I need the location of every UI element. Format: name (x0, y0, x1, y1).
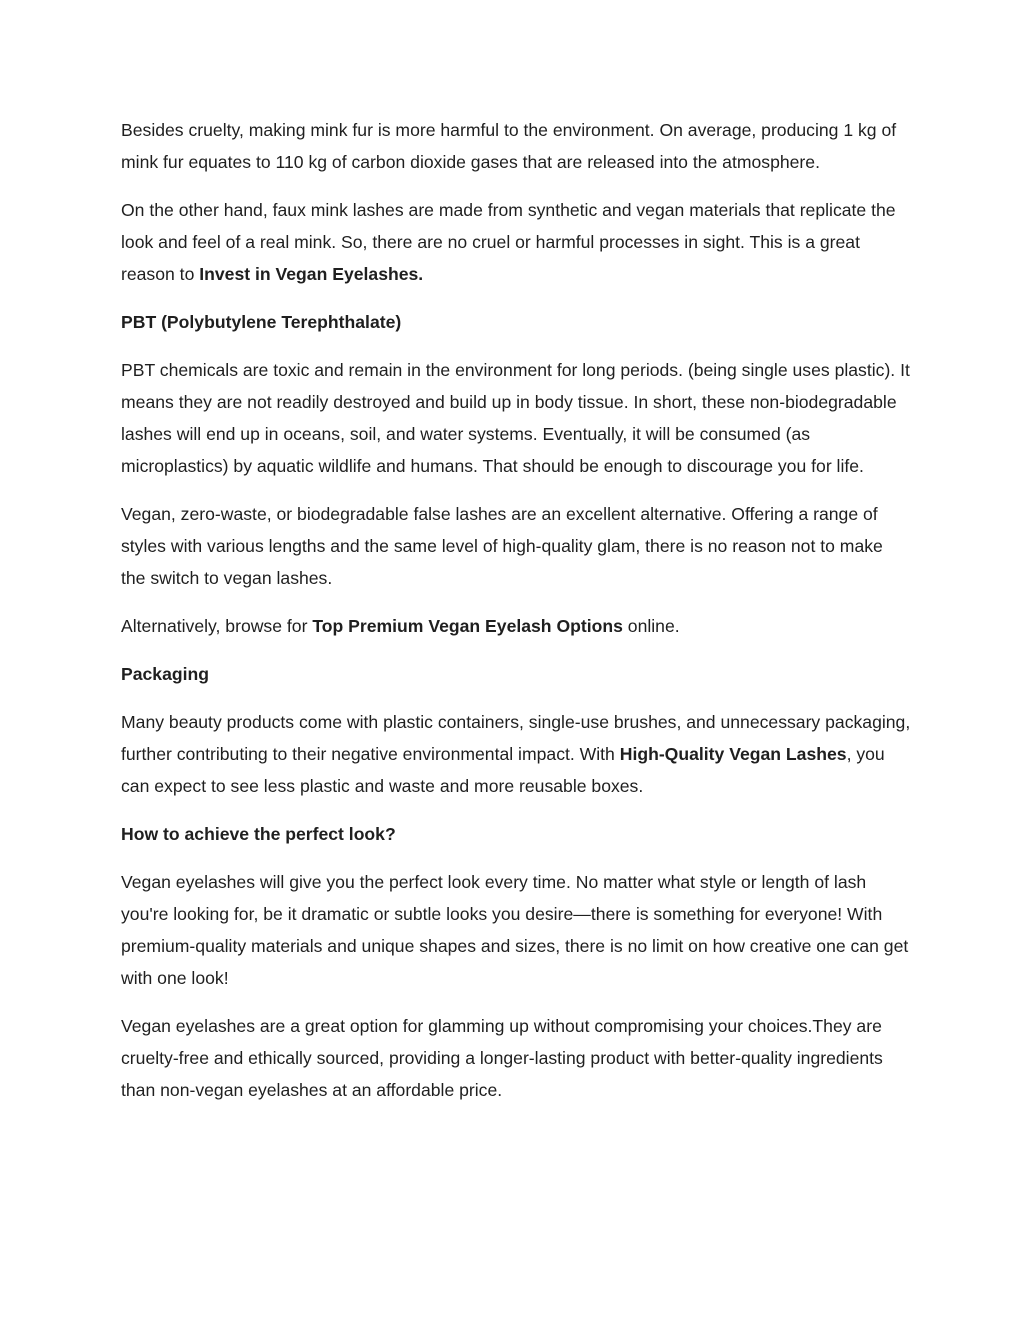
paragraph-faux-mink-text: On the other hand, faux mink lashes are made from synthetic and vegan materials that replicate the look and feel of a real mink. So, there are no cruel or harmful processes in sight. This is a great reason to (121, 200, 896, 284)
paragraph-browse-after: online. (622, 616, 680, 636)
heading-perfect-look: How to achieve the perfect look? (121, 824, 396, 844)
invest-vegan-eyelashes-text: Invest in Vegan Eyelashes. (199, 264, 424, 284)
paragraph-conclusion: Vegan eyelashes are a great option for glamming up without compromising your choices.They are cruelty-free and ethically sourced, providing a longer-lasting product with better-quality ingredients than non-vegan eyelashes at an affordable price. (121, 1016, 883, 1100)
paragraph-packaging (121, 706, 911, 802)
paragraph-mink-environment: Besides cruelty, making mink fur is more harmful to the environment. On average, producing 1 kg of mink fur equates to 110 kg of carbon dioxide gases that are released into the atmosphere. (121, 120, 897, 172)
paragraph-packaging-after: , you can expect to see less plastic and waste and more reusable boxes. (121, 744, 885, 796)
paragraph-vegan-alternative: Vegan, zero-waste, or biodegradable false lashes are an excellent alternative. Offering a range of styles with various lengths and the same level of high-quality glam, there is no reason not to make the switch to vegan lashes. (121, 504, 883, 588)
heading-pbt: PBT (Polybutylene Terephthalate) (121, 312, 402, 332)
paragraph-faux-mink (121, 194, 911, 290)
paragraph-pbt: PBT chemicals are toxic and remain in the environment for long periods. (being single uses plastic). It means they are not readily destroyed and build up in body tissue. In short, these non-biodegradable lashes will end up in oceans, soil, and water systems. Eventually, it will be consumed (as microplastics) by aquatic wildlife and humans. That should be enough to discourage you for life. (121, 360, 910, 476)
paragraph-perfect-look: Vegan eyelashes will give you the perfect look every time. No matter what style or length of lash you're looking for, be it dramatic or subtle looks you desire—there is something for everyone! With premium-quality materials and unique shapes and sizes, there is no limit on how creative one can get with one look! (121, 872, 909, 988)
high-quality-vegan-lashes-text: High-Quality Vegan Lashes (619, 744, 847, 764)
paragraph-browse-before: Alternatively, browse for (121, 616, 313, 636)
paragraph-packaging-before: Many beauty products come with plastic containers, single-use brushes, and unnecessary packaging, further contributing to their negative environmental impact. With (121, 712, 911, 764)
top-premium-vegan-options-text: Top Premium Vegan Eyelash Options (312, 616, 623, 636)
document-page (121, 114, 911, 1122)
heading-packaging: Packaging (121, 664, 210, 684)
paragraph-browse (121, 610, 911, 642)
